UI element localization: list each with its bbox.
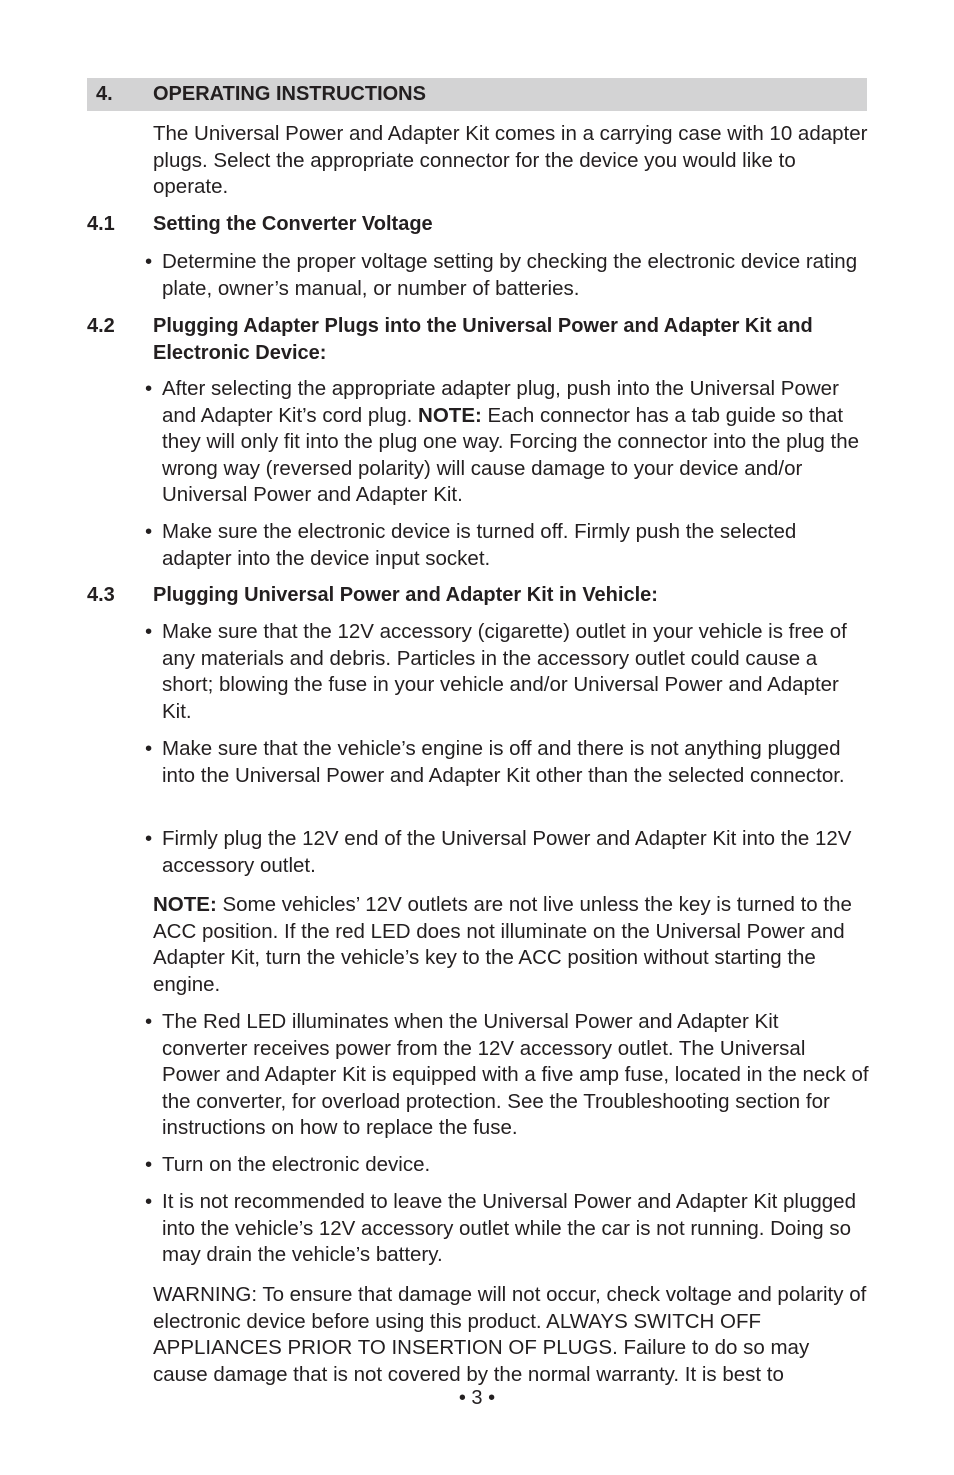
list-item-text: Firmly plug the 12V end of the Universal Power and Adapter Kit into the 12V accessory outlet. [162, 827, 852, 877]
subsection-number: 4.1 [87, 213, 115, 235]
note-label: NOTE: [418, 403, 482, 427]
bullet-marker: • [145, 250, 153, 273]
bullet-marker: • [145, 737, 153, 760]
bullet-marker: • [145, 1010, 153, 1033]
list-item [145, 826, 869, 879]
list-item-text: Make sure the electronic device is turned off. Firmly push the selected adapter into the device input socket. [162, 520, 797, 570]
section-title: OPERATING INSTRUCTIONS [153, 83, 426, 105]
section-header-bar [87, 78, 867, 111]
warning-paragraph: WARNING: To ensure that damage will not occur, check voltage and polarity of electronic device before using this product. ALWAYS SWITCH OFF APPLIANCES PRIOR TO INSERTION OF PLUGS. Failure to do so may cause damage that is not covered by the normal warranty. It is best to [153, 1283, 867, 1386]
note-text: Some vehicles’ 12V outlets are not live unless the key is turned to the ACC position. If the red LED does not illuminate on the Universal Power and Adapter Kit, turn the vehicle’s key to the ACC position without starting the engine. [153, 893, 852, 996]
subsection-4-3-heading [87, 582, 867, 609]
list-item [145, 249, 869, 302]
list-item-text: It is not recommended to leave the Universal Power and Adapter Kit plugged into the vehicle’s 12V accessory outlet while the car is not running. Doing so may drain the vehicle’s battery. [162, 1190, 856, 1266]
list-item-text: The Red LED illuminates when the Universal Power and Adapter Kit converter receives power from the 12V accessory outlet. The Universal Power and Adapter Kit is equipped with a five amp fuse, located in the neck of the converter, for overload protection. See the Troubleshooting section for instructions on how to replace the fuse. [162, 1010, 869, 1139]
list-item [145, 736, 869, 789]
list-item-text: Make sure that the vehicle’s engine is off and there is not anything plugged into the Universal Power and Adapter Kit other than the selected connector. [162, 737, 845, 787]
bullet-marker: • [145, 827, 153, 850]
list-item [145, 1189, 869, 1269]
bullet-marker: • [145, 1153, 153, 1176]
section-number: 4. [96, 83, 113, 105]
subsection-title: Setting the Converter Voltage [153, 213, 433, 235]
section-intro: The Universal Power and Adapter Kit comes in a carrying case with 10 adapter plugs. Select the appropriate connector for the device you would like to operate. [153, 122, 868, 198]
subsection-4-1-heading [87, 211, 867, 238]
bullet-marker: • [145, 620, 153, 643]
bullet-marker: • [145, 377, 153, 400]
list-item-text: Make sure that the 12V accessory (cigarette) outlet in your vehicle is free of any materials and debris. Particles in the accessory outlet could cause a short; blowing the fuse in your vehicle and/or Universal Power and Adapter Kit. [162, 620, 847, 723]
subsection-number: 4.2 [87, 315, 115, 337]
list-item-text [162, 376, 869, 509]
bullet-marker: • [145, 1190, 153, 1213]
list-item [145, 619, 869, 725]
subsection-title: Plugging Universal Power and Adapter Kit in Vehicle: [153, 584, 658, 606]
list-item [145, 376, 869, 509]
bullet-marker: • [145, 520, 153, 543]
note-label: NOTE: [153, 893, 217, 916]
subsection-number: 4.3 [87, 584, 115, 606]
list-item [145, 1152, 869, 1179]
text-run: Each connector has a tab guide so that they will only fit into the plug one way. Forcing the connector into the plug the wrong way (reversed polarity) will cause damage to your device and/or Universal Power and Adapter Kit. [162, 403, 860, 506]
list-item-text: Determine the proper voltage setting by checking the electronic device rating plate, owner’s manual, or number of batteries. [162, 250, 858, 300]
note-paragraph [153, 892, 869, 998]
subsection-title: Plugging Adapter Plugs into the Universal Power and Adapter Kit and Electronic Device: [153, 315, 813, 364]
page-number: • 3 • [458, 1387, 496, 1409]
subsection-4-2-heading [87, 313, 867, 366]
list-item [145, 519, 869, 572]
list-item-text: Turn on the electronic device. [162, 1153, 431, 1176]
text-run: After selecting the appropriate adapter plug, push into the Universal Power and Adapter Kit’s cord plug. [162, 377, 839, 427]
list-item [145, 1009, 869, 1142]
